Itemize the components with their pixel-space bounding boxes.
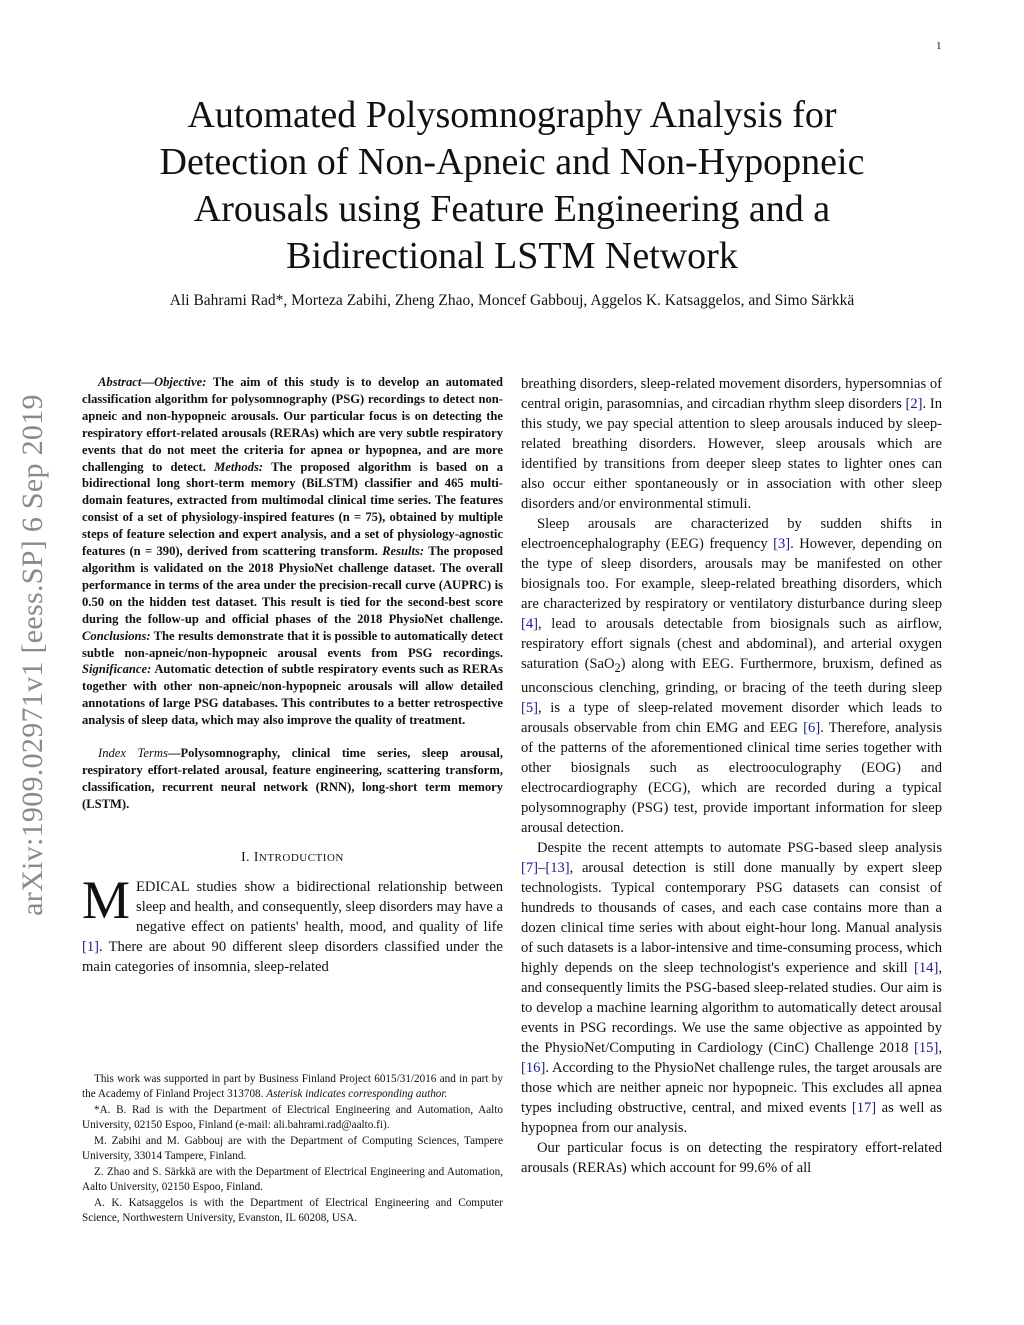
- conclusions-label: Conclusions:: [82, 628, 151, 643]
- citation-link[interactable]: [1]: [82, 938, 100, 955]
- body-paragraph: [521, 838, 942, 1138]
- paragraph-text: as well as hypopnea from our analysis.: [521, 1099, 942, 1136]
- intro-paragraph: [82, 869, 503, 977]
- abstract-methods: The proposed algorithm is based on a bidirectional long short-term memory (BiLSTM) classifier and 465 multi-domain features, extracted from multimodal clinical time series. The features consist of a set of physiology-inspired features (n = 75), obtained by multiple steps of feature selection and expert analysis, and a set of physiology-agnostic features (n = 390), derived from scattering transform.: [82, 459, 503, 559]
- results-label: Results:: [382, 544, 425, 559]
- citation-link[interactable]: [17]: [851, 1099, 877, 1116]
- footnote-zhao: Z. Zhao and S. Särkkä are with the Department of Electrical Engineering and Automation, Aalto University, 02150 Espoo, Finland.: [82, 1166, 503, 1193]
- index-terms: Index Terms—Polysomnography, clinical time series, sleep arousal, respiratory effort-related arousal, feature engineering, scattering transform, classification, recurrent neural network (RNN), long-short term memory (LSTM).: [82, 746, 503, 811]
- paragraph-text: , is a type of sleep-related movement disorder which leads to arousals observable from chin EMG and EEG: [521, 699, 942, 736]
- abstract: Abstract—Objective: The aim of this study is to develop an automated classification algorithm for polysomnography (PSG) recordings to detect non-apneic and non-hypopneic arousals. Our particular focus is on detecting the respiratory effort-related arousals (RERAs) which are very subtle respiratory events that do not meet the criteria for apnea or hypopnea, and are more challenging to detect. Methods: The proposed algorithm is based on a bidirectional long short-term memory (BiLSTM) classifier and 465 multi-domain features, extracted from multimodal clinical time series. The features consist of a set of physiology-inspired features (n = 75), obtained by multiple steps of feature selection and expert analysis, and a set of physiology-agnostic features (n = 390), derived from scattering transform. Results: The proposed algorithm is validated on the 2018 PhysioNet challenge dataset. The overall performance in terms of the area under the precision-recall curve (AUPRC) is 0.50 on the hidden test dataset. This result is tied for the second-best score during the follow-up and official phases of the 2018 PhysioNet challenge. Conclusions: The results demonstrate that it is possible to automatically detect subtle non-apneic/non-hypopneic arousal events from PSG recordings. Significance: Automatic detection of subtle respiratory events such as RERAs together with other non-apneic/non-hypopneic arousals will allow detailed annotations of large PSG databases. This contributes to a better retrospective analysis of sleep data, which may also improve the quality of treatment.: [82, 375, 504, 728]
- title-line: Arousals using Feature Engineering and a: [193, 188, 831, 230]
- page-number: 1: [936, 40, 942, 52]
- paragraph-text: , arousal detection is still done manually by expert sleep technologists. Typical contemporary PSG datasets can consist of hundreds to thousands of cases, and each case contains more than a dozen clinical time series with about eight-hour long. Manual analysis of such datasets is a labor-intensive and time-consuming process, which highly depends on the sleep technologist's experience and skill: [521, 859, 942, 976]
- body-paragraph: [521, 514, 942, 838]
- abstract-conclusions: The results demonstrate that it is possible to automatically detect subtle non-apneic/non-hypopneic arousal events from PSG recordings.: [82, 628, 504, 660]
- index-terms-label: Index Terms: [98, 746, 168, 761]
- abstract-objective: The aim of this study is to develop an automated classification algorithm for polysomnography (PSG) recordings to detect non-apneic and non-hypopneic arousals. Our particular focus is on detecting the respiratory effort-related arousals (RERAs) which are very subtle respiratory events that do not meet the criteria for apnea or hypopnea, and are more challenging to detect.: [82, 375, 503, 474]
- dropcap: M: [82, 869, 131, 930]
- section-title-first: I: [253, 848, 259, 864]
- body-paragraph: Our particular focus is on detecting the respiratory effort-related arousals (RERAs) which account for 99.6% of all: [521, 1139, 942, 1176]
- paragraph-text: . Therefore, analysis of the patterns of the aforementioned clinical time series together with other biosignals such as electrooculography (EOG) and electrocardiography (ECG), which are recorded during a typical polysomnography (PSG) test, provide important information for sleep arousal detection.: [521, 719, 942, 836]
- citation-link[interactable]: [7]: [521, 859, 539, 876]
- paragraph-text: . According to the PhysioNet challenge rules, the target arousals are those which are neither apneic nor hypopneic. This excludes all apnea types including obstructive, central, and mixed events: [521, 1059, 942, 1116]
- paragraph-text: Sleep arousals are characterized by sudden shifts in electroencephalography (EEG) frequency: [521, 516, 942, 552]
- citation-link[interactable]: [4]: [521, 616, 539, 632]
- citation-link[interactable]: [2]: [905, 396, 923, 412]
- title-line: Detection of Non-Apneic and Non-Hypopneic: [159, 141, 865, 183]
- citation-link[interactable]: [13]: [545, 859, 570, 876]
- intro-lead: EDICAL studies show a bidirectional relationship between sleep and health, and consequently, sleep disorders may have a negative effect on patients' health, mood, and quality of life: [136, 878, 503, 935]
- title-line: Bidirectional LSTM Network: [286, 235, 738, 277]
- section-number: I.: [241, 848, 251, 864]
- abstract-label: Abstract: [98, 375, 142, 389]
- section-heading-introduction: [82, 849, 503, 865]
- left-column: [82, 374, 503, 977]
- separator: ,: [938, 1039, 942, 1056]
- citation-link[interactable]: [16]: [521, 1059, 546, 1076]
- paragraph-text: Despite the recent attempts to automate PSG-based sleep analysis: [537, 839, 942, 856]
- abstract-results: The proposed algorithm is validated on the 2018 PhysioNet challenge dataset. The overall performance in terms of the area under the precision-recall curve (AUPRC) is 0.50 on the hidden test dataset. This result is tied for the second-best score during the follow-up and official phases of the 2018 PhysioNet challenge.: [82, 544, 503, 626]
- paragraph-text: . However, depending on the type of sleep disorders, arousals may be manifested on other biosignals too. For example, sleep-related breathing disorders, which are characterized by respiratory or ventilatory disturbance during sleep: [521, 536, 942, 612]
- subscript: 2: [614, 660, 621, 675]
- abstract-significance: Automatic detection of subtle respiratory events such as RERAs together with other non-apneic/non-hypopneic arousals will allow detailed annotations of large PSG databases. This contributes to a better retrospective analysis of sleep data, which may also improve the quality of treatment.: [82, 662, 503, 728]
- citation-link[interactable]: [5]: [521, 699, 539, 716]
- paragraph-text: , lead to arousals detectable from biosignals such as airflow, respiratory effort signals (chest and abdominal), and arterial oxygen saturation (SaO: [521, 616, 942, 672]
- arxiv-stamp-text: arXiv:1909.02971v1 [eess.SP] 6 Sep 2019: [16, 394, 49, 916]
- paragraph-text: . In this study, we pay special attention to sleep arousals induced by sleep-related breathing disorders. However, sleep arousals which are identified by transitions from deeper sleep states to lighter ones can also occur either spontaneously or in association with other sleep disorders and/or environmental stimuli.: [521, 396, 942, 512]
- footnotes: [82, 1072, 503, 1227]
- footnote-rad: *A. B. Rad is with the Department of Electrical Engineering and Automation, Aalto University, 02150 Espoo, Finland (e-mail: ali.bahrami.rad@aalto.fi).: [82, 1104, 503, 1131]
- footnote-katsaggelos: A. K. Katsaggelos is with the Department of Electrical Engineering and Computer Science, Northwestern University, Evanston, IL 60208, USA.: [82, 1197, 503, 1224]
- dash: –: [538, 859, 546, 876]
- paragraph-text: breathing disorders, sleep-related movement disorders, hypersomnias of central origin, parasomnias, and circadian rhythm sleep disorders: [521, 376, 942, 412]
- citation-link[interactable]: [6]: [803, 719, 821, 736]
- paragraph-text: , and consequently limits the PSG-based sleep-related studies. Our aim is to develop a machine learning algorithm to automatically detect arousal events in PSG recordings. We use the same objective as appointed by the PhysioNet/Computing in Cardiology (CinC) Challenge 2018: [521, 959, 942, 1056]
- title-line: Automated Polysomnography Analysis for: [187, 94, 837, 136]
- index-terms-text: Polysomnography, clinical time series, sleep arousal, respiratory effort-related arousal, feature engineering, scattering transform, classification, recurrent neural network (RNN), long-short term memory (LSTM).: [82, 746, 503, 811]
- citation-link[interactable]: [14]: [914, 959, 939, 976]
- author-list: Ali Bahrami Rad*, Morteza Zabihi, Zheng Zhao, Moncef Gabbouj, Aggelos K. Katsaggelos, and Simo Särkkä: [169, 292, 855, 309]
- significance-label: Significance:: [82, 662, 152, 677]
- footnote-funding-text: This work was supported in part by Business Finland Project 6015/31/2016 and in part by the Academy of Finland Project 313708.: [82, 1073, 503, 1100]
- footnote-zabihi: M. Zabihi and M. Gabbouj are with the Department of Computing Sciences, Tampere University, 33014 Tampere, Finland.: [82, 1135, 503, 1162]
- citation-link[interactable]: [15]: [914, 1039, 939, 1056]
- arxiv-stamp: [8, 360, 58, 950]
- section-title-rest: NTRODUCTION: [258, 851, 344, 864]
- body-paragraph: [521, 374, 942, 514]
- footnote-funding-note: Asterisk indicates corresponding author.: [266, 1087, 448, 1100]
- right-column: [521, 374, 942, 1178]
- citation-link[interactable]: [3]: [773, 536, 791, 552]
- paper-title: [110, 92, 914, 280]
- methods-label: Methods:: [214, 459, 264, 474]
- objective-label: Objective:: [153, 375, 207, 389]
- intro-tail: . There are about 90 different sleep disorders classified under the main categories of insomnia, sleep-related: [82, 938, 503, 975]
- paragraph-text: ) along with EEG. Furthermore, bruxism, defined as unconscious clenching, grinding, or bracing of the teeth during sleep: [521, 656, 942, 696]
- footnote-funding: [82, 1072, 503, 1101]
